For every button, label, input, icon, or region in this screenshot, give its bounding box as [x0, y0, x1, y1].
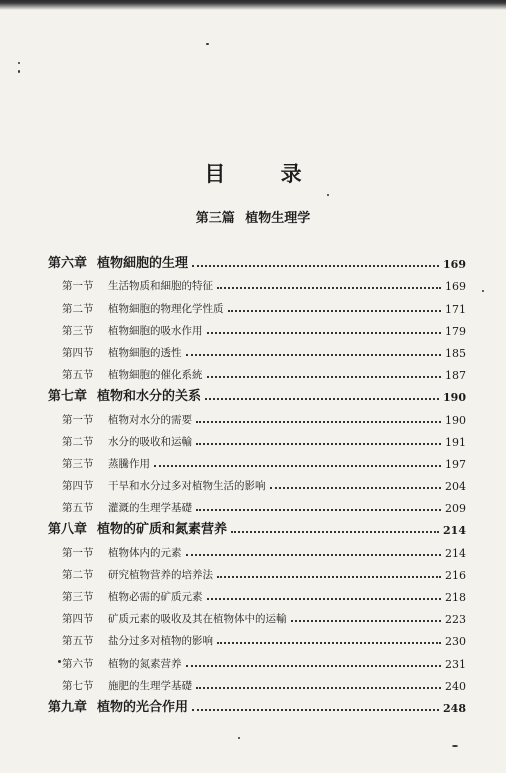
- toc-entry-title: 植物的光合作用: [97, 699, 189, 715]
- toc-chapter-row: [48, 515, 466, 537]
- toc-entry-number: 第二节: [62, 568, 94, 581]
- dot-leader: [192, 709, 439, 711]
- toc-section-row: [48, 316, 466, 338]
- toc-entry-page: 214: [443, 524, 466, 538]
- toc-section-row: [48, 271, 466, 293]
- toc-section-row: [48, 293, 466, 315]
- table-of-contents: [48, 249, 466, 715]
- dot-leader: [207, 598, 442, 600]
- paper-speck: [482, 290, 484, 292]
- toc-entry-number: 第九章: [48, 699, 88, 715]
- toc-entry-number: 第五节: [62, 369, 94, 382]
- paper-speck: [18, 70, 20, 73]
- toc-entry-page: 191: [445, 435, 466, 449]
- toc-entry-page: 179: [445, 324, 466, 338]
- toc-entry-number: 第四节: [62, 480, 94, 493]
- page-title: 目 录: [204, 161, 326, 186]
- toc-entry-title: 矿质元素的吸收及其在植物体中的运輸: [108, 613, 287, 626]
- dot-leader: [192, 265, 439, 267]
- toc-entry-number: 第一节: [62, 546, 94, 559]
- toc-entry-page: 185: [445, 346, 466, 360]
- toc-entry-number: 第三节: [62, 324, 94, 337]
- dot-leader: [228, 310, 442, 312]
- toc-section-row: [48, 604, 466, 626]
- dot-leader: [270, 487, 442, 489]
- toc-entry-title: 植物細胞的生理: [97, 256, 189, 272]
- toc-section-row: [48, 582, 466, 604]
- toc-section-row: [48, 360, 466, 382]
- toc-section-row: [48, 671, 466, 693]
- toc-chapter-row: [48, 693, 466, 715]
- dot-leader: [217, 287, 441, 289]
- toc-entry-title: 植物体内的元素: [108, 546, 182, 559]
- toc-entry-number: 第四节: [62, 346, 94, 359]
- toc-entry-page: 197: [445, 457, 466, 471]
- toc-entry-number: 第六章: [48, 256, 88, 272]
- toc-entry-title: 施肥的生理学基礎: [108, 679, 192, 692]
- toc-section-row: [48, 537, 466, 559]
- toc-entry-number: 第二节: [62, 302, 94, 315]
- toc-section-row: [48, 626, 466, 648]
- toc-chapter-row: [48, 382, 466, 404]
- dot-leader: [154, 465, 441, 467]
- toc-entry-number: 第六节: [62, 657, 94, 670]
- toc-entry-title: 干旱和水分过多对植物生活的影响: [108, 480, 266, 493]
- dot-leader: [186, 354, 442, 356]
- toc-entry-number: 第三节: [62, 591, 94, 603]
- toc-entry-title: 研究植物营养的培养法: [108, 568, 213, 581]
- toc-entry-page: 204: [445, 480, 466, 494]
- paper-speck: [18, 62, 20, 64]
- paper-speck: [327, 194, 329, 196]
- toc-section-row: [48, 449, 466, 471]
- toc-entry-page: 218: [445, 591, 466, 604]
- toc-entry-title: 植物对水分的需要: [108, 413, 192, 426]
- paper-speck: [452, 745, 458, 747]
- toc-entry-title: 植物細胞的透性: [108, 346, 182, 359]
- dot-leader: [291, 620, 442, 622]
- dot-leader: [196, 421, 441, 423]
- toc-entry-number: 第八章: [48, 522, 88, 538]
- dot-leader: [217, 576, 441, 578]
- toc-entry-page: 169: [445, 280, 466, 294]
- toc-entry-title: 植物必需的矿质元素: [108, 591, 203, 603]
- dot-leader: [186, 554, 442, 556]
- toc-entry-title: 植物的矿质和氮素营养: [97, 522, 228, 538]
- toc-entry-page: 209: [445, 502, 466, 516]
- toc-entry-page: 169: [443, 258, 466, 272]
- toc-entry-title: 植物細胞的吸水作用: [108, 324, 203, 337]
- dot-leader: [207, 332, 442, 334]
- dot-leader: [207, 376, 442, 378]
- toc-entry-page: 230: [445, 635, 466, 649]
- toc-entry-number: 第四节: [62, 613, 94, 626]
- toc-entry-page: 214: [445, 546, 466, 560]
- dot-leader: [205, 398, 439, 400]
- toc-section-row: [48, 404, 466, 426]
- paper-speck: [238, 737, 240, 739]
- toc-entry-page: 190: [443, 391, 466, 405]
- page-top-edge: [0, 0, 506, 10]
- toc-section-row: [48, 471, 466, 493]
- toc-entry-number: 第一节: [62, 280, 94, 293]
- toc-section-row: [48, 648, 466, 670]
- toc-entry-title: 植物細胞的物理化学性质: [108, 302, 224, 315]
- toc-entry-title: 植物的氮素营养: [108, 657, 182, 670]
- toc-entry-title: 植物和水分的关系: [97, 389, 202, 405]
- toc-entry-page: 231: [445, 657, 466, 671]
- toc-entry-page: 223: [445, 613, 466, 627]
- dot-leader: [217, 642, 441, 644]
- toc-entry-title: 蒸騰作用: [108, 457, 150, 470]
- toc-entry-number: 第二节: [62, 435, 94, 448]
- toc-entry-number: 第三节: [62, 457, 94, 470]
- toc-entry-title: 盐分过多对植物的影响: [108, 635, 213, 648]
- toc-entry-number: 第一节: [62, 413, 94, 426]
- toc-entry-page: 216: [445, 568, 466, 582]
- toc-entry-number: 第七节: [62, 679, 94, 692]
- part-title: 第三篇 植物生理学: [195, 211, 311, 226]
- toc-entry-number: 第五节: [62, 502, 94, 515]
- paper-speck: [206, 43, 209, 45]
- toc-chapter-row: [48, 249, 466, 271]
- toc-section-row: [48, 427, 466, 449]
- toc-entry-page: 240: [445, 679, 466, 693]
- toc-section-row: [48, 493, 466, 515]
- toc-entry-title: 灌溉的生理学基礎: [108, 502, 192, 515]
- toc-entry-page: 190: [445, 413, 466, 427]
- toc-entry-page: 248: [443, 701, 466, 715]
- toc-entry-number: 第五节: [62, 635, 94, 648]
- toc-section-row: [48, 560, 466, 582]
- dot-leader: [196, 509, 441, 511]
- toc-entry-page: 171: [445, 302, 466, 316]
- toc-entry-page: 187: [445, 369, 466, 383]
- dot-leader: [196, 687, 441, 689]
- dot-leader: [196, 443, 441, 445]
- dot-leader: [186, 665, 442, 667]
- toc-entry-number: 第七章: [48, 389, 88, 405]
- toc-entry-title: 水分的吸收和运輸: [108, 435, 192, 448]
- toc-section-row: [48, 338, 466, 360]
- dot-leader: [231, 531, 439, 533]
- toc-entry-title: 植物細胞的催化系統: [108, 369, 203, 382]
- toc-entry-title: 生活物质和細胞的特征: [108, 280, 213, 293]
